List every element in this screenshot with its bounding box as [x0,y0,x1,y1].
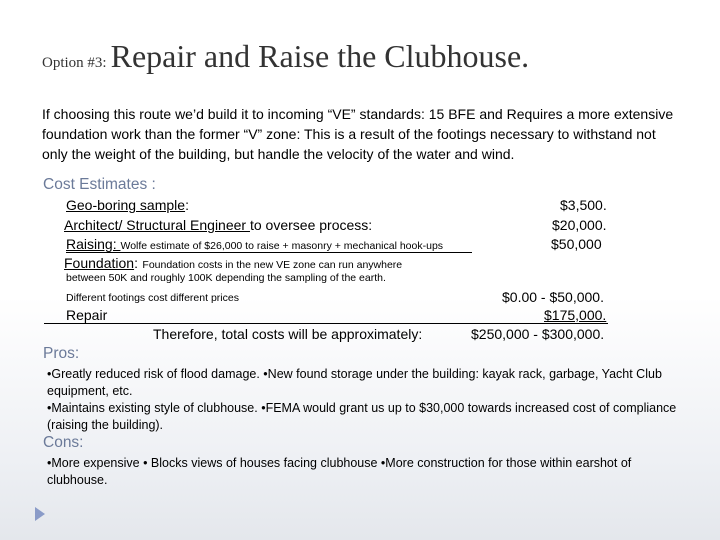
triangle-right-icon[interactable] [35,507,45,526]
intro-paragraph: If choosing this route we’d build it to incoming “VE” standards: 15 BFE and Requires a more extensive foundation work than the former “V” zone: This is a result of the footings necessary to withstand not only the weight of the building, but handle the velocity of the water and wind. [42,106,674,162]
pros-item-2: •Maintains existing style of clubhouse. •FEMA would grant us up to $30,000 towards increased cost of compliance (raising the building). [47,401,677,432]
foundation-colon: : [134,255,138,271]
architect-suffix: to oversee process: [249,217,373,233]
cost-row-geo-boring [66,197,189,213]
cost-row-foundation [64,255,402,273]
title-main: Repair and Raise the Clubhouse. [110,38,530,74]
cost-estimates-heading: Cost Estimates : [43,176,156,193]
foundation-desc-line2: between 50K and roughly 100K depending the sampling of the earth. [66,272,386,284]
cons-heading: Cons: [43,434,84,451]
footings-amount: $0.00 - $50,000. [502,289,604,305]
geo-boring-amount: $3,500. [560,197,607,213]
cost-row-architect [64,217,372,233]
repair-amount: $175,000. [544,307,607,323]
foundation-desc-line1: Foundation costs in the new VE zone can run anywhere [142,259,403,271]
pros-item-1: •Greatly reduced risk of flood damage. •New found storage under the building: kayak rack, garbage, Yacht Club equipment, etc. [47,367,662,398]
raising-amount: $50,000 [551,236,602,252]
title-prefix: Option #3: [42,55,107,71]
slide-title [42,38,529,75]
repair-underline [44,323,608,324]
cons-item-1: •More expensive • Blocks views of houses facing clubhouse •More construction for those within earshot of clubhouse. [47,456,632,487]
geo-boring-suffix: : [185,197,189,213]
raising-desc: Wolfe estimate of $26,000 to raise + masonry + mechanical hook-ups [120,240,444,252]
raising-underline [66,252,472,253]
architect-label: Architect/ Structural Engineer [64,217,250,233]
footings-desc: Different footings cost different prices [66,292,239,304]
raising-label: Raising: [66,236,121,252]
geo-boring-label: Geo-boring sample [66,197,186,213]
pros-heading: Pros: [43,345,80,362]
total-amount: $250,000 - $300,000. [471,326,605,342]
architect-amount: $20,000. [552,217,607,233]
foundation-label: Foundation [64,255,135,271]
total-label: Therefore, total costs will be approximately: [153,326,423,342]
repair-label: Repair [66,307,108,323]
